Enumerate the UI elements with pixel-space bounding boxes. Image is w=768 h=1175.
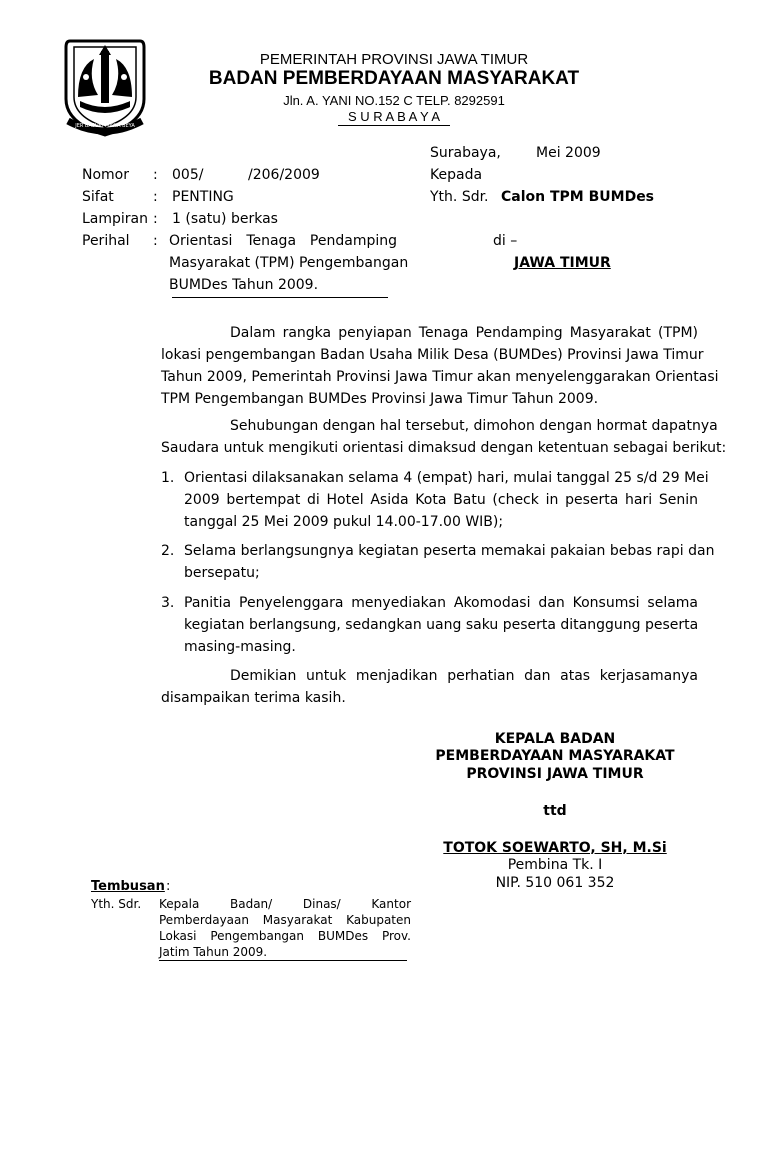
recipient-kepada: Kepada: [430, 167, 483, 183]
header-city: S U R A B A Y A: [347, 109, 441, 124]
p1-line-3: Tahun 2009, Pemerintah Provinsi Jawa Timur akan menyelenggarakan Orientasi: [161, 369, 719, 385]
perihal-label: Perihal: [82, 233, 130, 249]
list-item-3-line-2: kegiatan berlangsung, sedangkan uang saku peserta ditanggung peserta: [184, 617, 699, 633]
list-item-3-line-1: Panitia Penyelenggara menyediakan Akomodasi dan Konsumsi selama: [184, 595, 698, 611]
perihal-line-3: BUMDes Tahun 2009.: [169, 277, 319, 293]
list-item-number: 1.: [161, 470, 175, 486]
p3-line-2: disampaikan terima kasih.: [161, 690, 346, 706]
list-item-2-line-1: Selama berlangsungnya kegiatan peserta memakai pakaian bebas rapi dan: [184, 543, 715, 559]
signature-title-3: PROVINSI JAWA TIMUR: [466, 766, 644, 782]
perihal-line-2: Masyarakat (TPM) Pengembangan: [169, 255, 409, 271]
sifat-sep: :: [153, 189, 158, 205]
lampiran-label: Lampiran: [82, 211, 149, 227]
p2-line-2: Saudara untuk mengikuti orientasi dimaksud dengan ketentuan sebagai berikut:: [161, 440, 727, 456]
nomor-sep: :: [153, 167, 158, 183]
tembusan-underline: [159, 960, 407, 961]
list-item-number: 2.: [161, 543, 175, 559]
letter-date: Mei 2009: [536, 145, 601, 161]
perihal-line-1: Orientasi Tenaga Pendamping: [169, 233, 397, 249]
list-item-1-line-2: 2009 bertempat di Hotel Asida Kota Batu (check in peserta hari Senin: [184, 492, 698, 508]
p2-line-1: Sehubungan dengan hal tersebut, dimohon dengan hormat dapatnya: [230, 418, 718, 434]
signature-nip: NIP. 510 061 352: [495, 875, 615, 891]
east-java-coat-of-arms-icon: [64, 37, 146, 137]
signature-name: TOTOK SOEWARTO, SH, M.Si: [443, 840, 667, 856]
tembusan-yth: Yth. Sdr.: [91, 897, 142, 911]
recipient-di: di –: [493, 233, 518, 249]
list-item-number: 3.: [161, 595, 175, 611]
tembusan-label: Tembusan: [91, 879, 165, 894]
nomor-value-a: 005/: [172, 167, 204, 183]
letter-place: Surabaya,: [430, 145, 501, 161]
header-address: Jln. A. YANI NO.152 C TELP. 8292591: [283, 93, 505, 108]
p1-line-2: lokasi pengembangan Badan Usaha Milik Desa (BUMDes) Provinsi Jawa Timur: [161, 347, 704, 363]
tembusan-line-4: Jatim Tahun 2009.: [159, 945, 268, 959]
header-city-underline: [338, 125, 450, 126]
lampiran-value: 1 (satu) berkas: [172, 211, 278, 227]
signature-title-2: PEMBERDAYAAN MASYARAKAT: [435, 748, 675, 764]
signature-rank: Pembina Tk. I: [507, 857, 603, 873]
list-item-2-line-2: bersepatu;: [184, 565, 260, 581]
lampiran-sep: :: [153, 211, 158, 227]
tembusan-line-2: Pemberdayaan Masyarakat Kabupaten: [159, 913, 411, 927]
sifat-label: Sifat: [82, 189, 114, 205]
coat-of-arms: [64, 37, 146, 137]
nomor-label: Nomor: [82, 167, 129, 183]
p1-line-1: Dalam rangka penyiapan Tenaga Pendamping Masyarakat (TPM): [230, 325, 698, 341]
perihal-sep: :: [153, 233, 158, 249]
tembusan-line-3: Lokasi Pengembangan BUMDes Prov.: [159, 929, 411, 943]
recipient-location: JAWA TIMUR: [514, 255, 611, 271]
emblem-motto: JER BASUKI MAWA BEYA: [75, 123, 135, 129]
p3-line-1: Demikian untuk menjadikan perhatian dan atas kerjasamanya: [230, 668, 698, 684]
sifat-value: PENTING: [172, 189, 234, 205]
list-item-3-line-3: masing-masing.: [184, 639, 296, 655]
tembusan-line-1: Kepala Badan/ Dinas/ Kantor: [159, 897, 411, 911]
p1-line-4: TPM Pengembangan BUMDes Provinsi Jawa Timur Tahun 2009.: [161, 391, 599, 407]
signature-title-1: KEPALA BADAN: [494, 731, 616, 747]
recipient-name: Calon TPM BUMDes: [501, 189, 655, 205]
header-government: PEMERINTAH PROVINSI JAWA TIMUR: [259, 51, 529, 68]
list-item-1-line-1: Orientasi dilaksanakan selama 4 (empat) hari, mulai tanggal 25 s/d 29 Mei: [184, 470, 709, 486]
nomor-value-b: /206/2009: [248, 167, 320, 183]
recipient-yth: Yth. Sdr.: [430, 189, 489, 205]
header-agency: BADAN PEMBERDAYAAN MASYARAKAT: [208, 68, 580, 89]
list-item-1-line-3: tanggal 25 Mei 2009 pukul 14.00-17.00 WIB);: [184, 514, 504, 530]
signature-ttd: ttd: [543, 803, 567, 819]
perihal-underline: [172, 297, 388, 298]
tembusan-colon: :: [166, 879, 171, 894]
